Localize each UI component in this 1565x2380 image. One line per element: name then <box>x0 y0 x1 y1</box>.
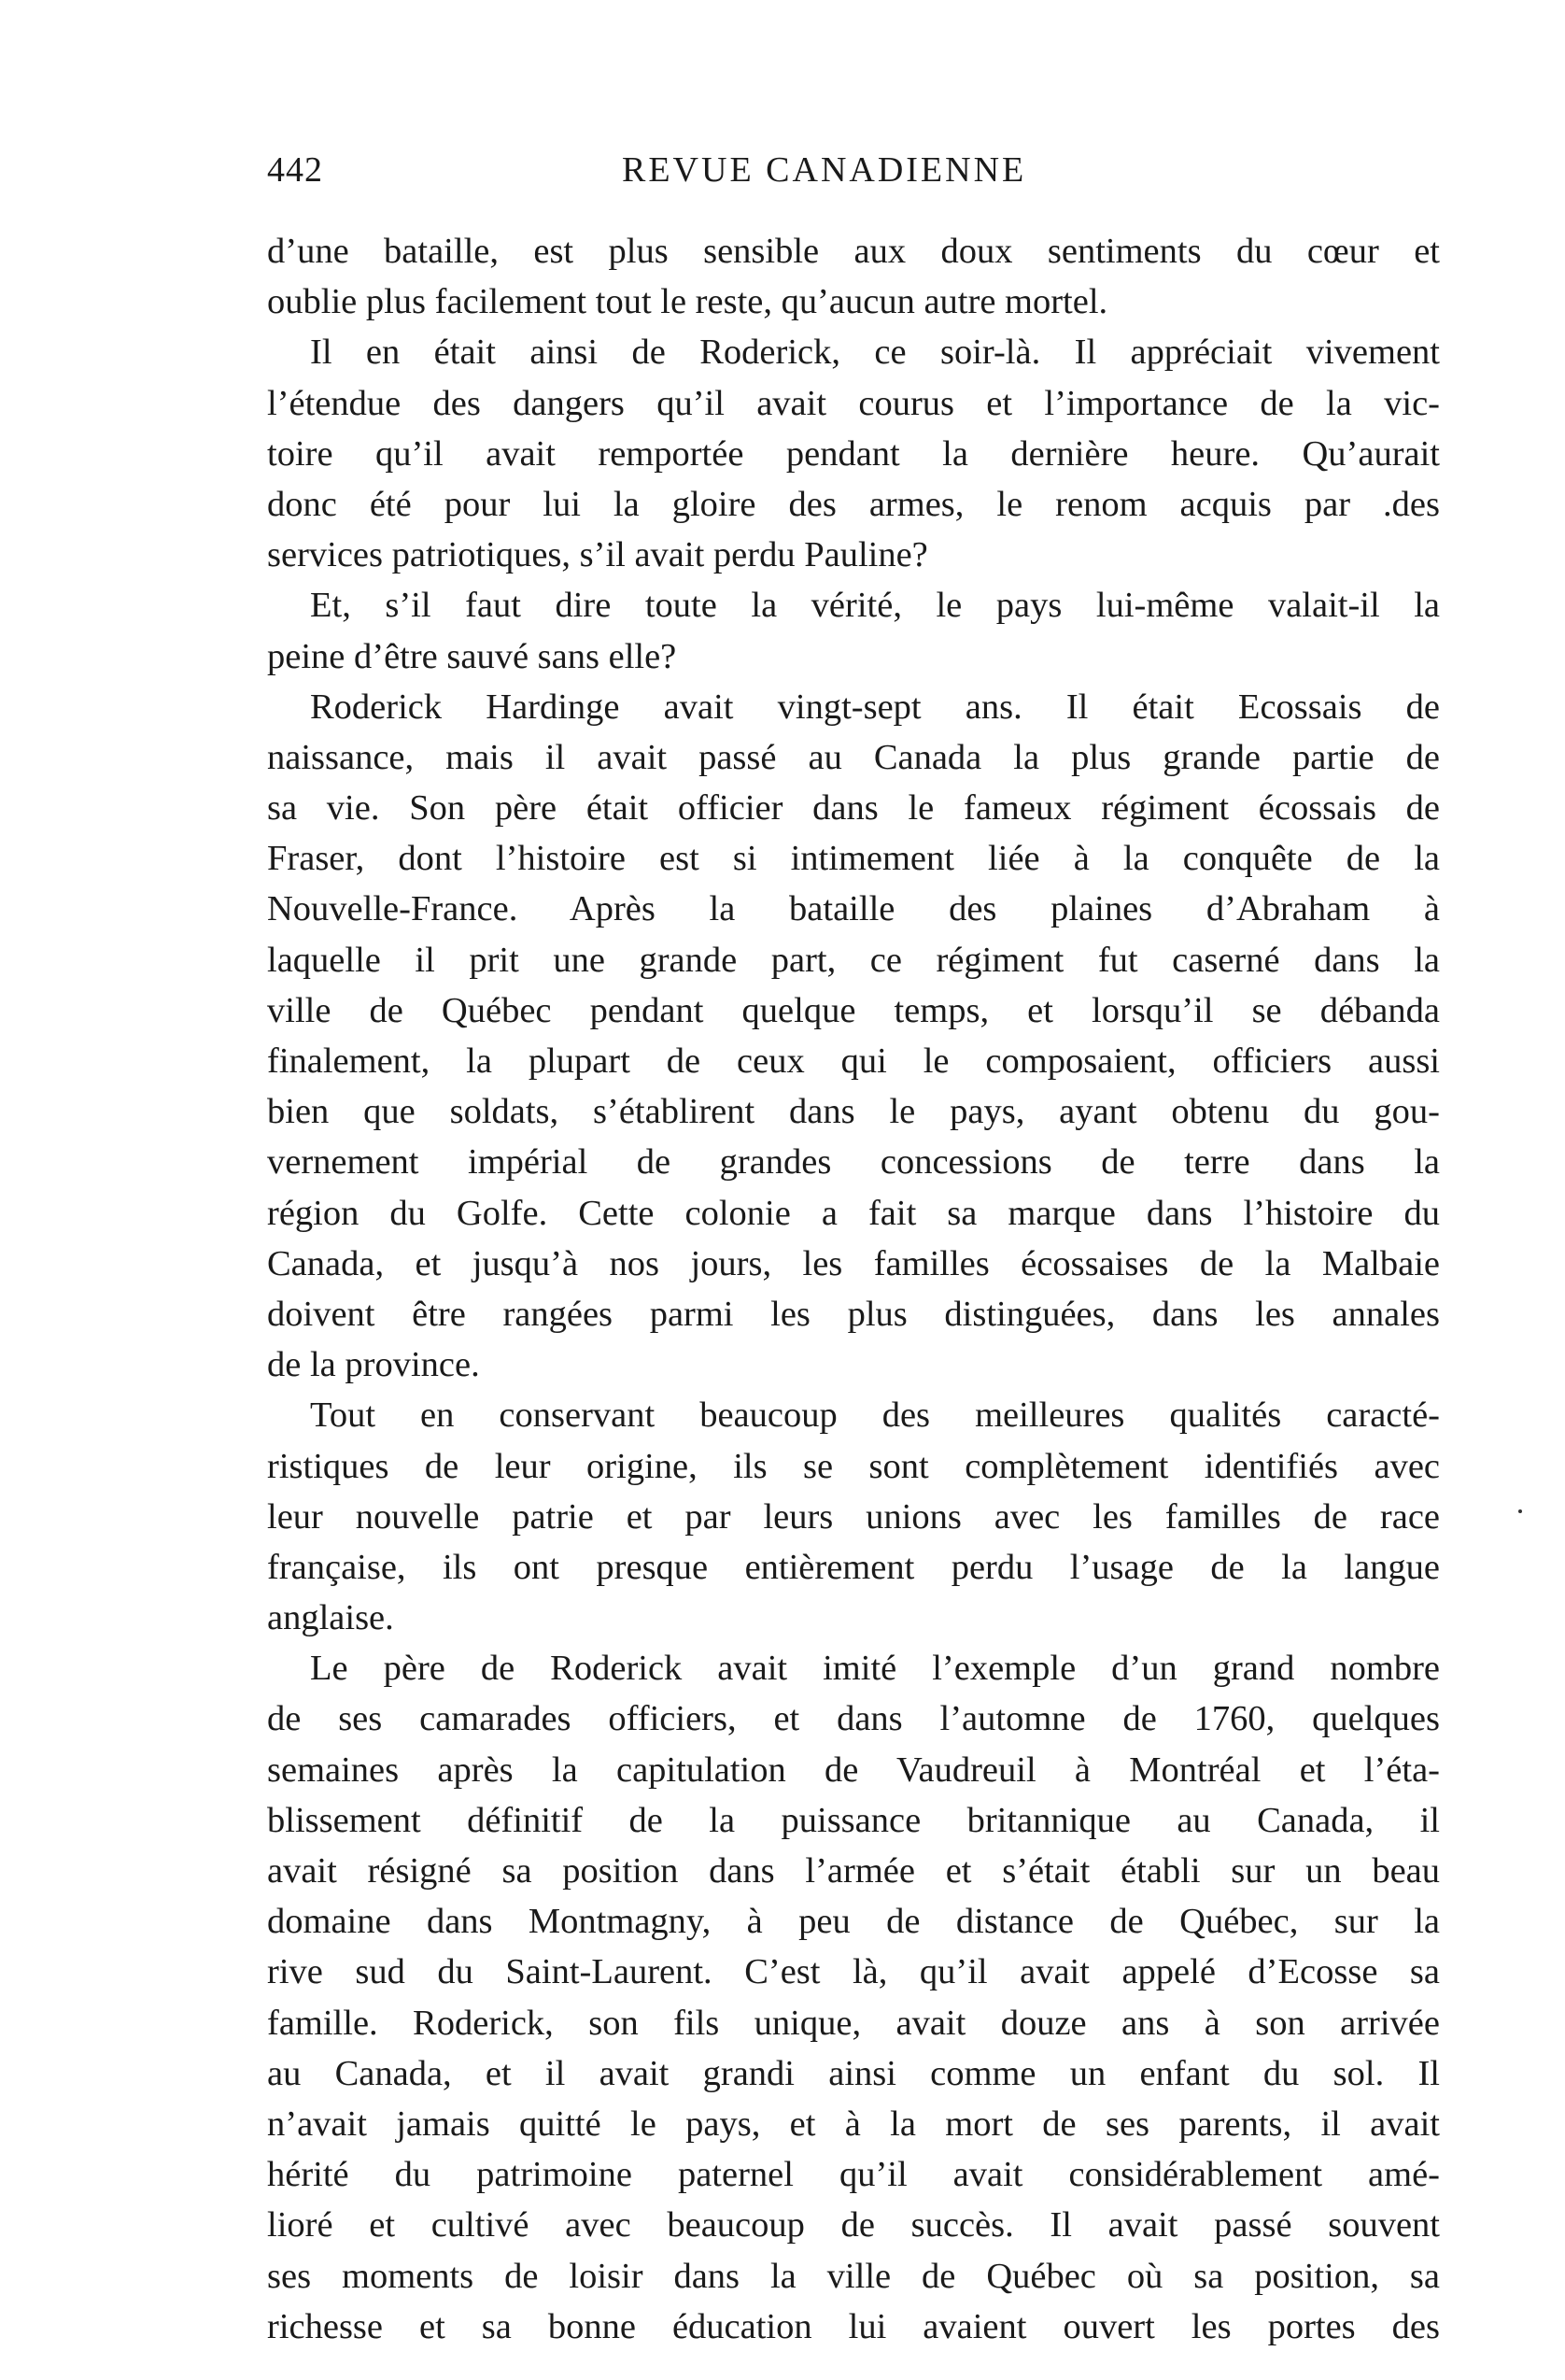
text-line: naissance, mais il avait passé au Canada la plus grande partie de <box>267 737 1440 777</box>
text-line: toire qu’il avait remportée pendant la dernière heure. Qu’aurait <box>267 433 1440 474</box>
text-line: leur nouvelle patrie et par leurs unions avec les familles de race <box>267 1496 1440 1537</box>
text-line: française, ils ont presque entièrement perdu l’usage de la langue <box>267 1547 1440 1587</box>
text-line: ville de Québec pendant quelque temps, et lorsqu’il se débanda <box>267 990 1440 1030</box>
text-line: ristiques de leur origine, ils se sont complètement identifiés avec <box>267 1446 1440 1486</box>
text-line: de ses camarades officiers, et dans l’automne de 1760, quelques <box>267 1699 1440 1739</box>
text-line: Canada, et jusqu’à nos jours, les familles écossaises de la Malbaie <box>267 1243 1440 1283</box>
text-line: services patriotiques, s’il avait perdu Pauline? <box>267 535 928 575</box>
text-line: domaine dans Montmagny, à peu de distance de Québec, sur la <box>267 1902 1440 1942</box>
text-line: blissement définitif de la puissance britannique au Canada, il <box>267 1800 1440 1840</box>
text-line: peine d’être sauvé sans elle? <box>267 636 677 676</box>
text-line: Il en était ainsi de Roderick, ce soir-là. Il appréciait vivement <box>310 333 1440 373</box>
text-line: l’étendue des dangers qu’il avait courus et l’importance de la vic- <box>267 383 1440 423</box>
text-line: semaines après la capitulation de Vaudreuil à Montréal et l’éta- <box>267 1750 1440 1790</box>
text-line: Fraser, dont l’histoire est si intimement liée à la conquête de la <box>267 839 1440 879</box>
text-line: anglaise. <box>267 1598 394 1638</box>
text-line: d’une bataille, est plus sensible aux doux sentiments du cœur et <box>267 232 1440 271</box>
text-line: n’avait jamais quitté le pays, et à la mort de ses parents, il avait <box>267 2104 1440 2144</box>
body-text <box>267 226 1440 2352</box>
text-line: Nouvelle-France. Après la bataille des plaines d’Abraham à <box>267 889 1440 929</box>
text-line: richesse et sa bonne éducation lui avaient ouvert les portes des <box>267 2306 1440 2346</box>
text-line: sa vie. Son père était officier dans le fameux régiment écossais de <box>267 788 1440 829</box>
page-number: 442 <box>267 150 323 190</box>
text-line: lioré et cultivé avec beaucoup de succès. Il avait passé souvent <box>267 2205 1440 2245</box>
text-line: rive sud du Saint-Laurent. C’est là, qu’il avait appelé d’Ecosse sa <box>267 1952 1440 1992</box>
text-line: laquelle il prit une grande part, ce régiment fut caserné dans la <box>267 940 1440 980</box>
text-line: Et, s’il faut dire toute la vérité, le pays lui-même valait-il la <box>310 586 1440 626</box>
text-line: région du Golfe. Cette colonie a fait sa marque dans l’histoire du <box>267 1193 1440 1233</box>
text-line: donc été pour lui la gloire des armes, le renom acquis par .des <box>267 484 1440 524</box>
text-line: famille. Roderick, son fils unique, avait douze ans à son arrivée <box>267 2003 1440 2043</box>
text-line: Roderick Hardinge avait vingt-sept ans. Il était Ecossais de <box>310 687 1440 727</box>
text-line: bien que soldats, s’établirent dans le pays, ayant obtenu du gou- <box>267 1092 1440 1132</box>
text-line: vernement impérial de grandes concessions de terre dans la <box>267 1142 1440 1183</box>
text-line: doivent être rangées parmi les plus distinguées, dans les annales <box>267 1294 1440 1334</box>
text-line: Tout en conservant beaucoup des meilleures qualités caracté- <box>310 1395 1440 1436</box>
text-line: de la province. <box>267 1345 480 1385</box>
text-line: hérité du patrimoine paternel qu’il avait considérablement amé- <box>267 2155 1440 2195</box>
margin-speck <box>1518 1509 1522 1513</box>
text-line: avait résigné sa position dans l’armée et s’était établi sur un beau <box>267 1851 1440 1891</box>
text-line: Le père de Roderick avait imité l’exemple d’un grand nombre <box>310 1649 1440 1689</box>
text-line: ses moments de loisir dans la ville de Québec où sa position, sa <box>267 2256 1440 2296</box>
text-line: au Canada, et il avait grandi ainsi comme un enfant du sol. Il <box>267 2053 1440 2093</box>
page-header <box>267 149 1440 202</box>
text-line: finalement, la plupart de ceux qui le composaient, officiers aussi <box>267 1041 1440 1081</box>
text-line: oublie plus facilement tout le reste, qu’aucun autre mortel. <box>267 282 1108 322</box>
running-title: REVUE CANADIENNE <box>622 150 1027 190</box>
